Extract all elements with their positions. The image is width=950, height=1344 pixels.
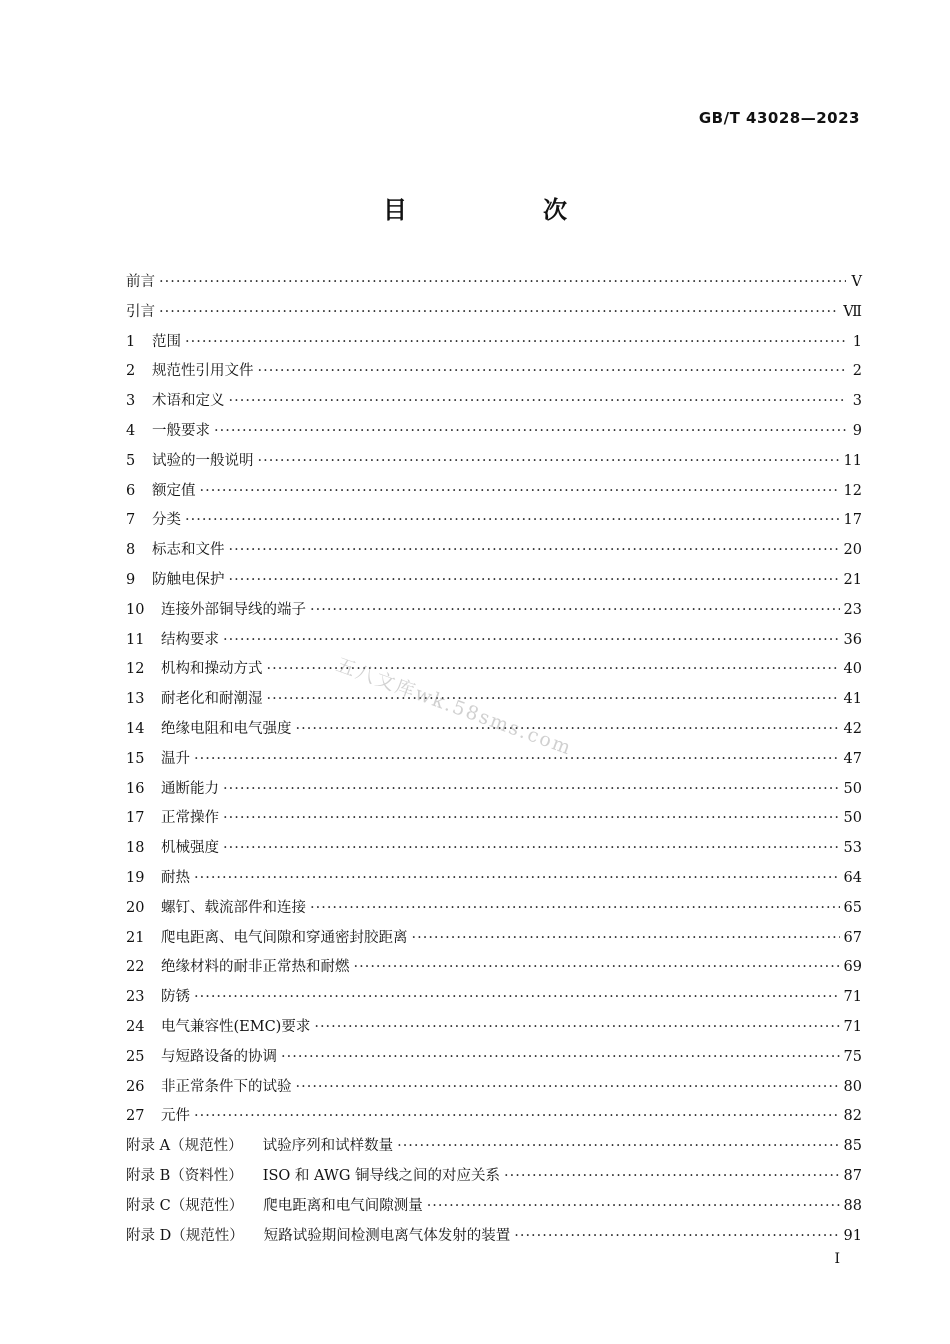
toc-leader-dots [223, 840, 840, 856]
toc-entry-number: 9 [126, 571, 136, 588]
toc-entry-page: 3 [852, 393, 862, 410]
toc-leader-dots [229, 542, 840, 558]
toc-entry-label: 与短路设备的协调 [161, 1048, 277, 1065]
toc-entry-page: 88 [843, 1197, 862, 1214]
toc-leader-dots [223, 810, 840, 826]
toc-entry-label: 试验的一般说明 [152, 452, 254, 469]
toc-entry-page: 50 [843, 810, 862, 827]
toc-entry[interactable] [126, 806, 862, 836]
toc-entry-page: V [851, 274, 862, 290]
toc-leader-dots [159, 274, 846, 290]
toc-entry-page: 69 [843, 959, 862, 976]
toc-entry[interactable] [126, 1224, 862, 1254]
toc-entry-page: 42 [843, 720, 862, 737]
toc-entry-label: 元件 [161, 1108, 190, 1125]
toc-entry-label: 引言 [126, 303, 155, 320]
toc-entry-page: 21 [843, 571, 862, 588]
toc-entry-number: 25 [126, 1048, 145, 1065]
toc-entry-number: 11 [126, 631, 145, 648]
toc-entry-page: 75 [843, 1048, 862, 1065]
toc-leader-dots [229, 572, 840, 588]
toc-entry[interactable] [126, 896, 862, 926]
toc-entry-subtitle: 短路试验期间检测电离气体发射的装置 [263, 1227, 511, 1244]
toc-entry-page: 23 [843, 601, 862, 618]
toc-entry-label: 螺钉、载流部件和连接 [161, 899, 306, 916]
toc-entry-number: 24 [126, 1018, 145, 1035]
toc-entry-page: 36 [843, 631, 862, 648]
toc-entry-number: 14 [126, 720, 145, 737]
toc-entry[interactable] [126, 777, 862, 807]
toc-entry-page: 67 [843, 929, 862, 946]
toc-entry-page: 20 [843, 542, 862, 559]
toc-entry-page: 1 [852, 333, 862, 350]
toc-leader-dots [214, 423, 846, 439]
toc-entry-label: 防锈 [161, 989, 190, 1006]
toc-leader-dots [194, 751, 840, 767]
toc-entry[interactable] [126, 1045, 862, 1075]
toc-entry[interactable] [126, 657, 862, 687]
toc-leader-dots [314, 1019, 839, 1035]
toc-entry-page: 91 [843, 1227, 862, 1244]
toc-leader-dots [185, 334, 846, 350]
toc-entry-subtitle: ISO 和 AWG 铜导线之间的对应关系 [262, 1167, 501, 1184]
toc-entry[interactable] [126, 628, 862, 658]
toc-entry-label: 规范性引用文件 [152, 363, 254, 380]
toc-entry-number: 6 [126, 482, 136, 499]
toc-entry-label: 绝缘电阻和电气强度 [161, 720, 292, 737]
toc-leader-dots [514, 1228, 839, 1244]
toc-entry-label: 耐热 [161, 869, 190, 886]
toc-entry-page: 65 [843, 899, 862, 916]
toc-leader-dots [412, 930, 840, 946]
toc-entry-label: 非正常条件下的试验 [161, 1078, 292, 1095]
watermark: 五八文库wk.58sms.com [333, 653, 576, 760]
toc-entry-label: 附录 B（资料性） [126, 1167, 243, 1184]
toc-entry[interactable] [126, 1075, 862, 1105]
toc-entry[interactable] [126, 598, 862, 628]
toc-entry-label: 附录 A（规范性） [126, 1138, 243, 1155]
toc-entry-label: 一般要求 [152, 422, 210, 439]
toc-entry-number: 10 [126, 601, 145, 618]
toc-entry-page: 64 [843, 869, 862, 886]
toc-leader-dots [504, 1168, 840, 1184]
toc-entry-number: 3 [126, 393, 136, 410]
toc-entry-page: 2 [852, 363, 862, 380]
toc-entry-number: 18 [126, 840, 145, 857]
toc-entry-subtitle: 爬电距离和电气间隙测量 [263, 1197, 423, 1214]
toc-entry-label: 附录 D（规范性） [126, 1227, 244, 1244]
toc-entry-label: 爬电距离、电气间隙和穿通密封胶距离 [161, 929, 408, 946]
toc-leader-dots [194, 989, 840, 1005]
toc-entry-page: 50 [843, 780, 862, 797]
toc-entry[interactable] [126, 359, 862, 389]
toc-entry-number: 2 [126, 363, 136, 380]
toc-entry[interactable] [126, 1194, 862, 1224]
toc-entry-page: 40 [843, 661, 862, 678]
toc-entry-page: 53 [843, 840, 862, 857]
toc-entry[interactable] [126, 747, 862, 777]
toc-entry-page: Ⅶ [843, 303, 862, 320]
toc-entry-label: 耐老化和耐潮湿 [161, 691, 263, 708]
toc-entry-page: 71 [843, 1018, 862, 1035]
page-number: I [834, 1251, 840, 1267]
toc-entry-label: 附录 C（规范性） [126, 1197, 244, 1214]
toc-leader-dots [281, 1049, 840, 1065]
toc-entry-label: 电气兼容性(EMC)要求 [161, 1018, 311, 1035]
toc-entry-label: 正常操作 [161, 810, 219, 827]
toc-entry-number: 13 [126, 691, 145, 708]
toc-entry-number: 5 [126, 452, 136, 469]
toc-entry-number: 22 [126, 959, 145, 976]
toc-entry[interactable] [126, 449, 862, 479]
toc-entry-number: 4 [126, 422, 136, 439]
toc-entry-number: 1 [126, 333, 136, 350]
toc-leader-dots [310, 900, 840, 916]
toc-entry[interactable] [126, 508, 862, 538]
toc-entry[interactable] [126, 985, 862, 1015]
toc-entry[interactable] [126, 836, 862, 866]
toc-entry-number: 7 [126, 512, 136, 529]
toc-entry-page: 85 [843, 1138, 862, 1155]
toc-entry[interactable] [126, 926, 862, 956]
toc-entry[interactable] [126, 1015, 862, 1045]
toc-entry-number: 23 [126, 989, 145, 1006]
toc-entry-page: 47 [843, 750, 862, 767]
toc-entry-page: 12 [843, 482, 862, 499]
page-title: 目 次 [383, 196, 623, 224]
toc-entry-number: 19 [126, 869, 145, 886]
toc-entry-label: 通断能力 [161, 780, 219, 797]
toc-entry-page: 80 [843, 1078, 862, 1095]
toc-entry-number: 16 [126, 780, 145, 797]
toc-entry-page: 71 [843, 989, 862, 1006]
toc-entry[interactable] [126, 389, 862, 419]
toc-entry[interactable] [126, 1164, 862, 1194]
toc-leader-dots [223, 632, 840, 648]
toc-entry-number: 8 [126, 542, 136, 559]
toc-entry-number: 27 [126, 1108, 145, 1125]
toc-leader-dots [258, 453, 840, 469]
toc-entry-page: 82 [843, 1108, 862, 1125]
toc-entry-page: 11 [843, 452, 862, 469]
toc-leader-dots [223, 781, 840, 797]
toc-leader-dots [354, 959, 840, 975]
toc-entry-label: 机构和操动方式 [161, 661, 263, 678]
toc-entry-label: 温升 [161, 750, 190, 767]
toc-leader-dots [296, 1079, 840, 1095]
toc-leader-dots [258, 363, 847, 379]
toc-leader-dots [200, 483, 840, 499]
toc-entry-label: 机械强度 [161, 840, 219, 857]
toc-entry-label: 连接外部铜导线的端子 [161, 601, 306, 618]
toc-leader-dots [194, 1108, 840, 1124]
toc-entry-page: 9 [852, 422, 862, 439]
toc-entry-page: 87 [843, 1167, 862, 1184]
toc-entry-number: 21 [126, 929, 145, 946]
toc-entry[interactable] [126, 419, 862, 449]
toc-entry[interactable] [126, 568, 862, 598]
toc-entry[interactable] [126, 479, 862, 509]
toc-entry-label: 防触电保护 [152, 571, 225, 588]
toc-leader-dots [397, 1138, 839, 1154]
toc-entry[interactable] [126, 1134, 862, 1164]
toc-leader-dots [427, 1198, 840, 1214]
toc-entry-label: 前言 [126, 274, 155, 290]
toc-leader-dots [159, 304, 839, 320]
toc-entry-number: 20 [126, 899, 145, 916]
toc-entry[interactable] [126, 330, 862, 360]
toc-entry-number: 12 [126, 661, 145, 678]
toc-entry-number: 17 [126, 810, 145, 827]
toc-entry[interactable] [126, 270, 862, 300]
toc-entry[interactable] [126, 538, 862, 568]
toc-entry[interactable] [126, 866, 862, 896]
toc-entry-number: 26 [126, 1078, 145, 1095]
standard-number: GB/T 43028—2023 [698, 109, 860, 127]
toc-entry[interactable] [126, 300, 862, 330]
toc-leader-dots [229, 393, 847, 409]
toc-entry-page: 17 [843, 512, 862, 529]
table-of-contents [126, 270, 862, 1253]
toc-entry[interactable] [126, 955, 862, 985]
toc-entry-label: 结构要求 [161, 631, 219, 648]
toc-leader-dots [194, 870, 840, 886]
toc-entry-page: 41 [843, 691, 862, 708]
toc-leader-dots [267, 691, 840, 707]
toc-entry-label: 额定值 [152, 482, 196, 499]
toc-entry[interactable] [126, 1104, 862, 1134]
toc-leader-dots [185, 512, 840, 528]
toc-leader-dots [310, 602, 840, 618]
toc-entry-label: 范围 [152, 333, 181, 350]
toc-entry-label: 术语和定义 [152, 393, 225, 410]
toc-entry-label: 标志和文件 [152, 542, 225, 559]
toc-entry-label: 绝缘材料的耐非正常热和耐燃 [161, 959, 350, 976]
toc-entry-label: 分类 [152, 512, 181, 529]
toc-entry-number: 15 [126, 750, 145, 767]
toc-entry-subtitle: 试验序列和试样数量 [262, 1138, 394, 1155]
